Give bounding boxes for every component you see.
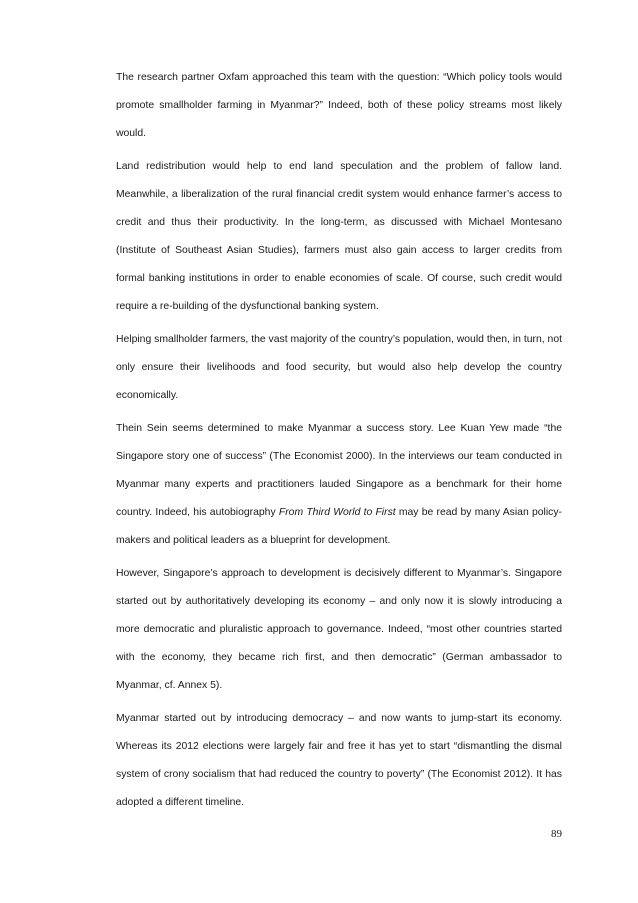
paragraph-singapore-approach: However, Singapore’s approach to development is decisively different to Myanmar’s. Singapore started out by authoritatively developing its economy – and only now it is slowly introducing a more democratic and pluralistic approach to governance. Indeed, “most other countries started with the economy, they became rich first, and then democratic” (German ambassador to Myanmar, cf. Annex 5). [116, 568, 562, 691]
paragraph-myanmar-democracy: Myanmar started out by introducing democracy – and now wants to jump-start its economy. Whereas its 2012 elections were largely fair and free it has yet to start “dismantling the dismal system of crony socialism that had reduced the country to poverty” (The Economist 2012). It has adopted a different timeline. [116, 713, 562, 808]
paragraph-land-redistribution: Land redistribution would help to end land speculation and the problem of fallow land. Meanwhile, a liberalization of the rural financial credit system would enhance farmer’s access to credit and thus their productivity. In the long-term, as discussed with Michael Montesano (Institute of Southeast Asian Studies), farmers must also gain access to larger credits from formal banking institutions in order to enable economies of scale. Of course, such credit would require a re-building of the dysfunctional banking system. [116, 161, 562, 312]
body-text [116, 64, 562, 822]
paragraph-singapore-story-text-b: may be read by many Asian policy-makers and political leaders as a blueprint for development. [116, 507, 562, 546]
paragraph-oxfam-question: The research partner Oxfam approached this team with the question: “Which policy tools would promote smallholder farming in Myanmar?” Indeed, both of these policy streams most likely would. [116, 72, 562, 139]
page-number: 89 [551, 828, 562, 840]
paragraph-singapore-story [116, 415, 562, 555]
paragraph-singapore-story-text-a: Thein Sein seems determined to make Myanmar a success story. Lee Kuan Yew made “the Singapore story one of success” (The Economist 2000). In the interviews our team conducted in Myanmar many experts and practitioners lauded Singapore as a benchmark for their home country. Indeed, his autobiography [116, 423, 562, 518]
paragraph-smallholder-farmers: Helping smallholder farmers, the vast majority of the country’s population, would then, in turn, not only ensure their livelihoods and food security, but would also help develop the country economically. [116, 334, 562, 401]
book-title-italic: From Third World to First [278, 507, 396, 518]
